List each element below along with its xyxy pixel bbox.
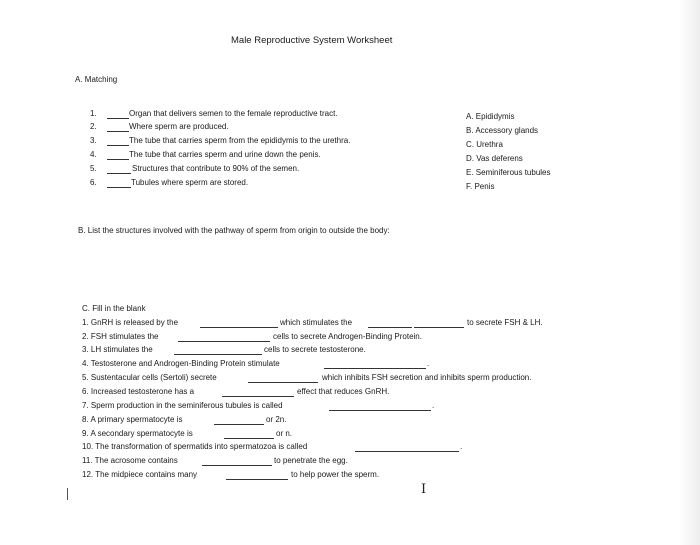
item-number: 3. [90,136,97,145]
fill-blank[interactable] [224,430,274,439]
option-label: E. Seminiferous tubules [466,168,551,177]
fill-blank[interactable] [222,388,294,397]
fill-blank[interactable] [202,457,272,466]
fill-item-text: . [460,442,463,451]
option-label: C. Urethra [466,140,503,149]
item-number: 6. [90,178,97,187]
item-text: The tube that carries sperm and urine down the penis. [129,150,321,159]
fill-item-text: effect that reduces GnRH. [297,387,390,396]
fill-item-text: cells to secrete Androgen-Binding Protein. [273,332,422,341]
answer-blank[interactable] [107,123,129,132]
fill-item-text: . [432,401,435,410]
fill-item-text: . [427,359,430,368]
fill-blank[interactable] [324,360,426,369]
fill-blank[interactable] [414,319,464,328]
text-caret-mark [67,488,68,500]
worksheet-title: Male Reproductive System Worksheet [231,35,393,46]
fill-item-text: to secrete FSH & LH. [467,318,543,327]
option-label: D. Vas deferens [466,154,523,163]
fill-blank[interactable] [174,346,262,355]
fill-blank[interactable] [214,416,264,425]
option-label: A. Epididymis [466,112,515,121]
fill-item-text: 12. The midpiece contains many [82,470,198,479]
fill-item-text: or n. [276,429,293,438]
item-text: The tube that carries sperm from the epididymis to the urethra. [129,136,351,145]
fill-item-text: 10. The transformation of spermatids into spermatozoa is called [82,442,308,451]
item-text: Organ that delivers semen to the female reproductive tract. [129,109,338,118]
fill-item-text: 9. A secondary spermatocyte is [82,429,193,438]
page-edge-shadow [678,0,700,545]
fill-item-text: or 2n. [266,415,287,424]
fill-blank[interactable] [178,333,270,342]
fill-item-text: 3. LH stimulates the [82,345,153,354]
item-number: 1. [90,109,97,118]
fill-blank[interactable] [368,319,412,328]
fill-item-text: 4. Testosterone and Androgen-Binding Protein stimulate [82,359,280,368]
fill-blank[interactable] [200,319,278,328]
option-label: B. Accessory glands [466,126,539,135]
fill-blank[interactable] [329,402,431,411]
fill-item-text: 6. Increased testosterone has a [82,387,195,396]
item-text: Tubules where sperm are stored. [131,178,249,187]
fill-item-text: 5. Sustentacular cells (Sertoli) secrete [82,373,217,382]
item-number: 2. [90,122,97,131]
fill-item-text: cells to secrete testosterone. [264,345,366,354]
answer-blank[interactable] [107,179,131,188]
item-number: 4. [90,150,97,159]
answer-blank[interactable] [107,137,129,146]
fill-blank[interactable] [226,471,288,480]
answer-blank[interactable] [107,165,131,174]
answer-blank[interactable] [107,110,129,119]
fill-item-text: which inhibits FSH secretion and inhibits sperm production. [322,373,532,382]
section-c-heading: C. Fill in the blank [82,304,146,313]
fill-blank[interactable] [355,443,459,452]
fill-item-text: 1. GnRH is released by the [82,318,179,327]
item-text: Structures that contribute to 90% of the semen. [132,164,300,173]
option-label: F. Penis [466,182,495,191]
section-a-heading: A. Matching [75,75,118,84]
fill-item-text: to penetrate the egg. [274,456,348,465]
fill-item-text: 11. The acrosome contains [82,456,178,465]
section-b-heading: B. List the structures involved with the pathway of sperm from origin to outside the body: [78,226,390,235]
item-number: 5. [90,164,97,173]
answer-blank[interactable] [107,151,129,160]
fill-item-text: 8. A primary spermatocyte is [82,415,183,424]
fill-item-text: 2. FSH stimulates the [82,332,159,341]
fill-blank[interactable] [248,374,318,383]
item-text: Where sperm are produced. [129,122,229,131]
ibeam-cursor-icon: I [421,482,427,497]
fill-item-text: which stimulates the [280,318,353,327]
fill-item-text: 7. Sperm production in the seminiferous tubules is called [82,401,283,410]
fill-item-text: to help power the sperm. [291,470,380,479]
